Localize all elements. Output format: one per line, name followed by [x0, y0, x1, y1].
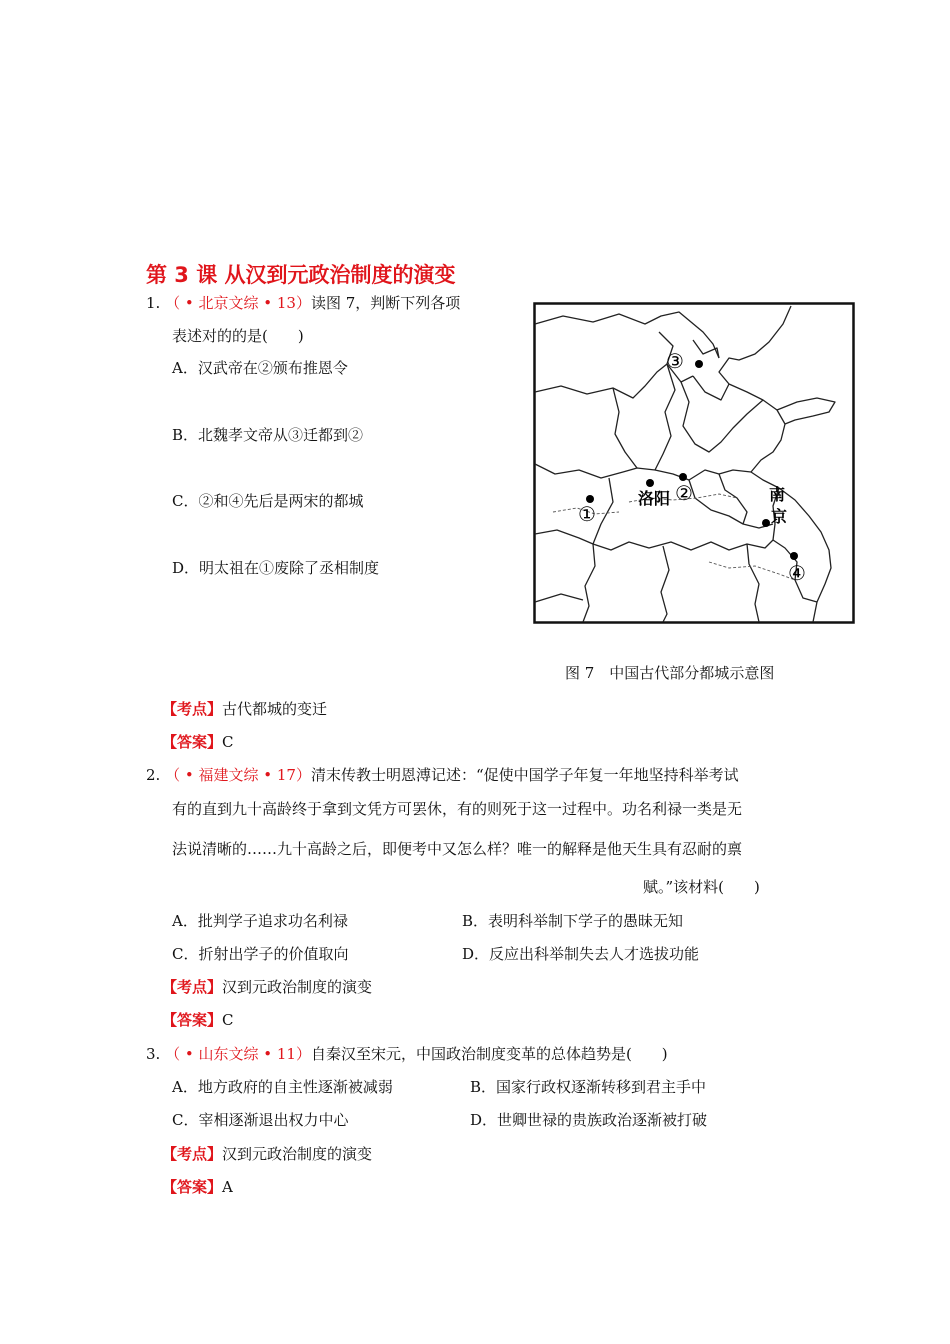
kaodian-tag: 【考点】: [162, 978, 223, 996]
marker-2: ②: [675, 481, 693, 505]
question-stem-line: 读图 7，判断下列各项: [310, 294, 461, 312]
marker-1: ①: [578, 502, 596, 526]
option-d: D．反应出科举制失去人才选拔功能: [462, 945, 700, 963]
question-number: 2.: [146, 766, 161, 784]
question-stem-line: 表述对的的是( ): [172, 327, 304, 345]
marker-4: ④: [788, 561, 806, 585]
label-nan: 南: [769, 485, 786, 504]
option-b: B．表明科举制下学子的愚昧无知: [462, 912, 684, 930]
kaodian-text: 古代都城的变迁: [222, 700, 328, 718]
question-stem-line: 法说清晰的……九十高龄之后，即便考中又怎么样？唯一的解释是他天生具有忍耐的禀: [172, 840, 743, 858]
answer-tag: 【答案】: [162, 733, 223, 751]
answer-line: [162, 1176, 233, 1197]
kaodian-text: 汉到元政治制度的演变: [222, 978, 373, 996]
option-c: C．折射出学子的价值取向: [172, 945, 349, 963]
kaodian-line: [162, 698, 327, 719]
question-source: （ • 北京文综 • 13）: [165, 294, 311, 312]
kaodian-line: [162, 976, 372, 997]
label-luoyang: 洛阳: [638, 489, 671, 508]
answer-tag: 【答案】: [162, 1011, 223, 1029]
answer-text: A: [222, 1178, 233, 1196]
answer-line: [162, 731, 234, 752]
option-d: D．明太祖在①废除了丞相制度: [172, 559, 380, 577]
question-1-stem: [146, 292, 460, 313]
question-3-stem: [146, 1043, 668, 1064]
map-caption: 图 7 中国古代部分都城示意图: [565, 664, 775, 682]
page-title: 第 3 课 从汉到元政治制度的演变: [146, 263, 456, 287]
question-2-stem: [146, 764, 739, 785]
kaodian-line: [162, 1143, 372, 1164]
question-stem-line: 自秦汉至宋元，中国政治制度变革的总体趋势是( ): [310, 1045, 668, 1063]
question-stem-line: 有的直到九十高龄终于拿到文凭方可罢休，有的则死于这一过程中。功名利禄一类是无: [172, 800, 743, 818]
capital-cities-map: [533, 302, 855, 624]
option-a: A．批判学子追求功名利禄: [172, 912, 348, 930]
answer-tag: 【答案】: [162, 1178, 223, 1196]
question-number: 1.: [146, 294, 161, 312]
question-stem-line: 清末传教士明恩溥记述：“促使中国学子年复一年地坚持科举考试: [310, 766, 739, 784]
kaodian-tag: 【考点】: [162, 1145, 223, 1163]
answer-text: C: [222, 1011, 234, 1029]
kaodian-text: 汉到元政治制度的演变: [222, 1145, 373, 1163]
label-jing: 京: [771, 507, 788, 526]
question-stem-line: 赋。”该材料( ): [643, 878, 760, 896]
question-source: （ • 福建文综 • 17）: [165, 766, 311, 784]
kaodian-tag: 【考点】: [162, 700, 223, 718]
option-d: D．世卿世禄的贵族政治逐渐被打破: [470, 1111, 708, 1129]
answer-line: [162, 1009, 234, 1030]
question-number: 3.: [146, 1045, 161, 1063]
option-a: A．地方政府的自主性逐渐被减弱: [172, 1078, 393, 1096]
option-b: B．国家行政权逐渐转移到君主手中: [470, 1078, 707, 1096]
option-a: A．汉武帝在②颁布推恩令: [172, 359, 348, 377]
question-source: （ • 山东文综 • 11）: [165, 1045, 311, 1063]
option-c: C．宰相逐渐退出权力中心: [172, 1111, 349, 1129]
marker-3: ③: [666, 349, 684, 373]
answer-text: C: [222, 733, 234, 751]
option-b: B．北魏孝文帝从③迁都到②: [172, 426, 364, 444]
option-c: C．②和④先后是两宋的都城: [172, 492, 364, 510]
